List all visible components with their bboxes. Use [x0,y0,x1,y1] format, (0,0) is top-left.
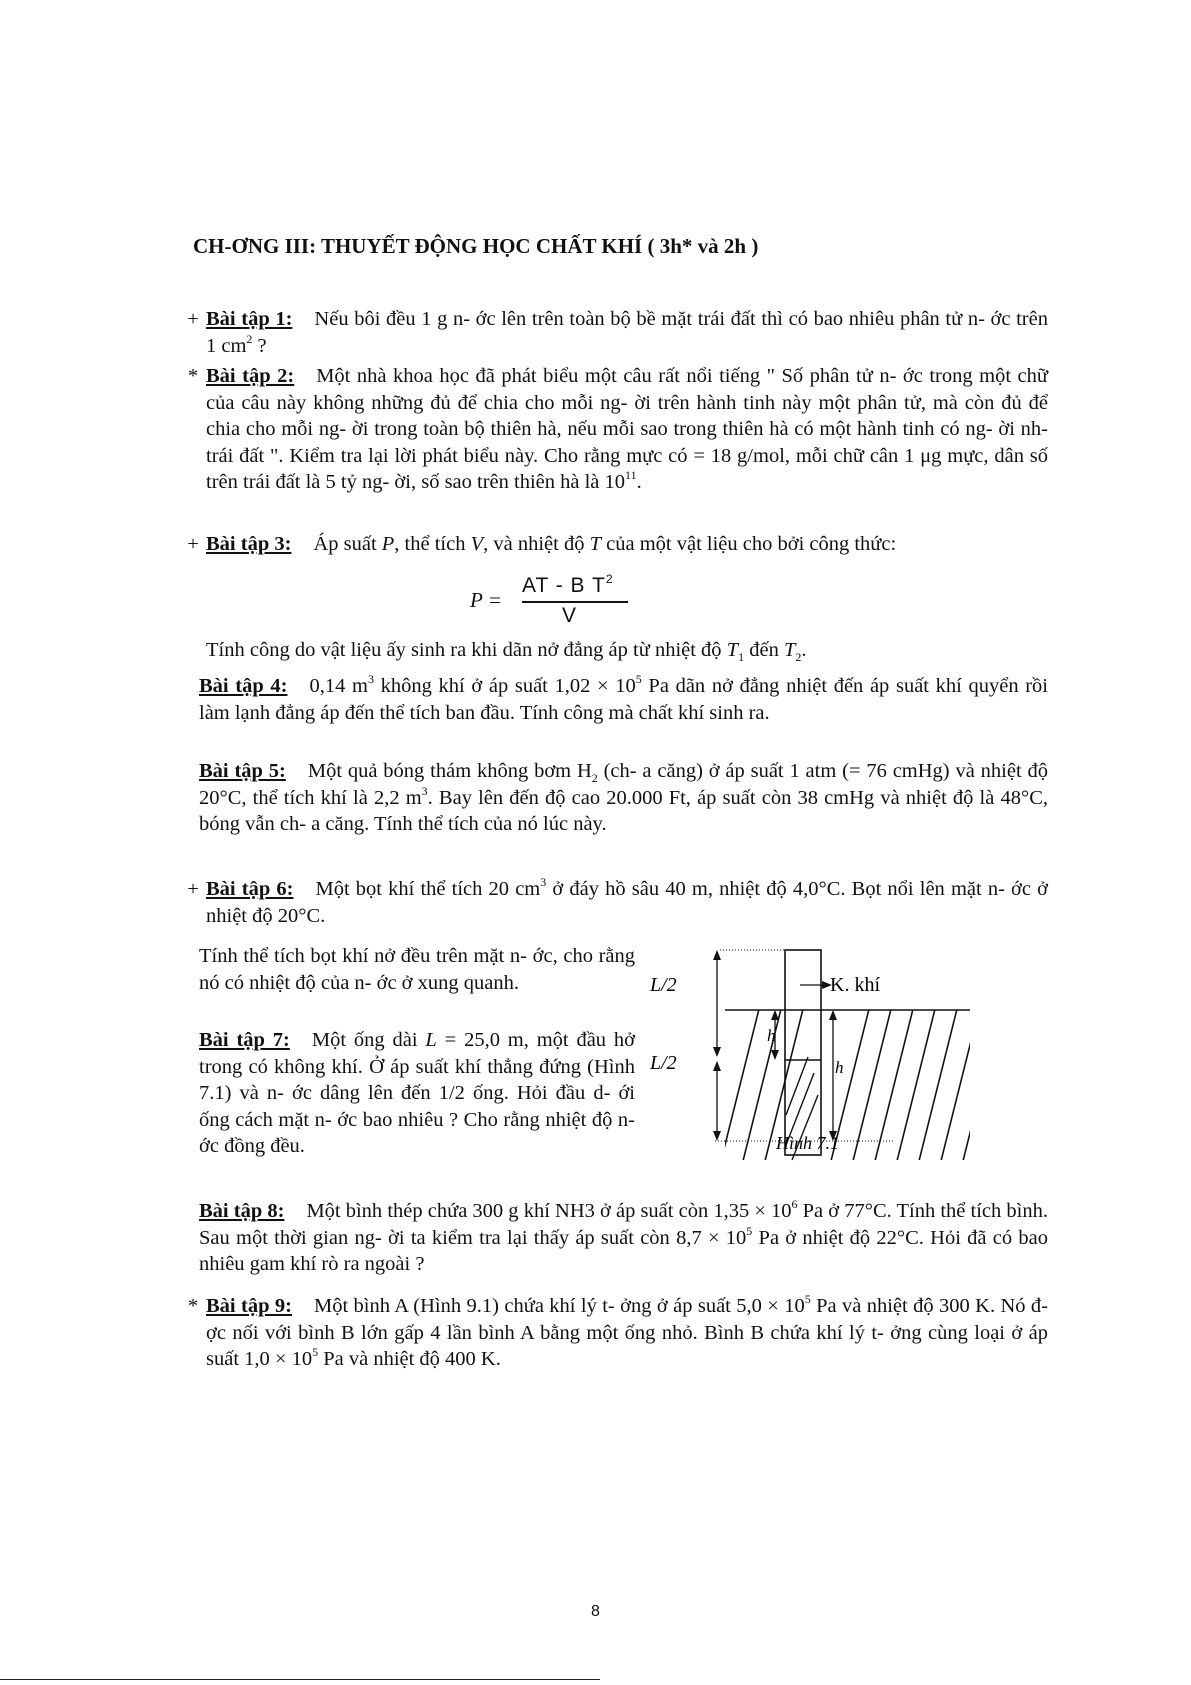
figure-label-gas: K. khí [830,974,880,996]
exercise-label: Bài tập 4: [199,675,288,697]
exercise-text: = 25,0 m, một đầu hở trong có không khí. Ở áp suất khí thẳng đứng (Hình 7.1) và n- ớc dâng lên đến 1/2 ống. Hỏi đầu d- ới ống cách mặt n- ớc bao nhiêu ? Cho rằng nhiệt độ n- ớc đồng đều. [199,1029,635,1157]
exercise-marker: + [187,533,199,555]
exercise-text: Một bình thép chứa 300 g khí NH3 ở áp suất còn 1,35 × 10 [306,1200,792,1222]
superscript: 5 [746,1223,753,1238]
exercise-text: ? [252,334,267,357]
subscript: 2 [795,650,802,665]
formula-lhs: P = [470,588,502,612]
exercise-label: Bài tập 6: [206,878,294,900]
superscript: 5 [312,1345,319,1360]
exercise-text: . [636,471,642,493]
exercise-text: Áp suất [313,533,382,555]
arrowhead [713,950,721,960]
exercise-marker: * [187,1295,199,1317]
superscript: 3 [421,783,428,798]
arrowhead [771,1050,779,1060]
exercise-1 [187,306,1048,359]
exercise-marker: * [187,365,199,387]
superscript: 5 [804,1292,811,1307]
arrowhead [713,1047,721,1057]
exercise-marker: + [187,878,199,900]
exercise-6 [187,875,1048,929]
exercise-label: Bài tập 2: [206,365,295,387]
exercise-text: ở đáy hồ sâu 40 m, nhiệt độ 4,0°C. Bọt nổi lên mặt n- ớc ở nhiệt độ 20°C. [206,878,1048,927]
subscript: 2 [591,771,598,786]
exercise-label: Bài tập 7: [199,1029,290,1051]
figure-label-l-top: L/2 [650,974,677,996]
exercise-5 [199,758,1048,838]
figure-label-h-small: h [767,1026,776,1045]
exercise-text: Tính thể tích bọt khí nở đều trên mặt n- ớc, cho rằng nó có nhiệt độ của n- ớc ở xung quanh. [199,945,635,994]
arrowhead [771,1010,779,1020]
exercise-text: đến [744,639,784,661]
exercise-3-followup [206,637,1048,664]
exercise-text: Một bọt khí thể tích 20 cm [315,878,541,900]
variable-t: T [589,533,601,555]
exercise-text: không khí ở áp suất 1,02 × 10 [373,675,636,697]
exercise-text: Pa ở 77°C. Tính thể tích bình. Sau một thời gian ng- ời ta kiểm tra lại thấy áp suất còn 8,7 × 10 [199,1200,1048,1249]
figure-7-1 [650,945,980,1170]
exercise-text: Một bình A (Hình 9.1) chứa khí lý t- ởng ở áp suất 5,0 × 10 [313,1295,805,1317]
variable-t2: T [783,639,796,661]
subscript: 1 [738,650,745,665]
exercise-label: Bài tập 1: [206,308,293,330]
figure-caption: Hình 7.1 [776,1133,839,1153]
exercise-text: Pa và nhiệt độ 400 K. [318,1348,501,1370]
exercise-7 [199,1027,635,1160]
tube [785,950,821,1155]
exercise-3 [187,531,1048,558]
superscript: 3 [540,875,547,890]
superscript: 6 [791,1197,798,1212]
exercise-4 [199,673,1048,726]
exercise-text: Pa và nhiệt độ 300 K. Nó đ- ợc nối với bình B lớn gấp 4 lần bình A bằng một ống nhỏ. Bình B chứa khí lý t- ởng cùng loại ở áp suất 1,0 × 10 [206,1295,1048,1370]
variable-l: L [425,1029,437,1051]
exercise-marker: + [187,308,199,330]
exercise-label: Bài tập 8: [199,1200,285,1222]
figure-label-l-bottom: L/2 [650,1052,677,1074]
footer-rule [0,1679,600,1680]
exercise-text: , và nhiệt độ [483,533,590,555]
exercise-text: Một quả bóng thám không bơm H [307,760,592,782]
exercise-text: Pa ở nhiệt độ 22°C. Hỏi đã có bao nhiêu gam khí rò ra ngoài ? [199,1226,1048,1275]
exercise-text: . [801,639,807,661]
formula-denominator: V [562,604,577,627]
exercise-label: Bài tập 3: [206,533,292,555]
variable-v: V [470,533,484,555]
superscript: 5 [635,672,642,687]
arrowhead [713,1061,721,1071]
page-number: 8 [591,1603,600,1620]
exercise-2 [187,363,1048,496]
chapter-title: CH-ƠNG III: THUYẾT ĐỘNG HỌC CHẤT KHÍ ( 3h* và 2h ) [193,234,759,258]
water-hatching [720,1005,1002,1165]
exercise-text: Một nhà khoa học đã phát biểu một câu rất nổi tiếng " Số phân tử n- ớc trong một chữ của câu này không những đủ để chia cho mỗi ng- ời trên hành tinh này một phân tử, mà còn đủ để chia cho mỗi ng- ời trong toàn bộ thiên hà, nếu mỗi sao trong thiên hà có một hành tinh có ng- ời nh- trái đất ". Kiểm tra lại lời phát biểu này. Cho rằng mực có = 18 g/mol, mỗi chữ cân 1 μg mực, dân số trên trái đất là 5 tỷ ng- ời, số sao trên thiên hà là 10 [206,365,1048,493]
exercise-text: Pa dãn nở đẳng nhiệt đến áp suất khí quyển rồi làm lạnh đẳng áp đến thể tích ban đầu. Tính công mà chất khí sinh ra. [199,675,1049,724]
exercise-text: , thể tích [394,533,471,555]
superscript: 3 [367,672,374,687]
formula-exponent: 2 [605,572,614,586]
arrowhead [713,1131,721,1141]
exercise-8 [199,1198,1048,1278]
variable-t1: T [726,639,739,661]
fraction-bar [522,601,628,603]
exercise-text: 0,14 m [309,675,368,697]
exercise-label: Bài tập 9: [206,1295,292,1317]
arrowhead [829,1010,837,1020]
exercise-text: Một ống dài [311,1029,426,1051]
formula [470,572,670,638]
exercise-label: Bài tập 5: [199,760,286,782]
exercise-text: . Bay lên đến độ cao 20.000 Ft, áp suất còn 38 cmHg và nhiệt độ là 48°C, bóng vẫn ch- a căng. Tính thể tích của nó lúc này. [199,786,1048,835]
superscript: 11 [625,468,637,483]
exercise-text: của một vật liệu cho bởi công thức: [601,533,897,555]
superscript: 2 [246,331,253,346]
exercise-6-followup [199,943,635,996]
formula-numerator: AT - B $T^2$ [522,572,614,597]
variable-p: P [381,533,395,555]
figure-label-h: h [835,1058,844,1077]
exercise-text: (ch- a căng) ở áp suất 1 atm (= 76 cmHg) và nhiệt độ 20°C, thể tích khí là 2,2 m [199,760,1048,809]
exercise-9 [187,1292,1048,1373]
exercise-text: Tính công do vật liệu ấy sinh ra khi dãn nở đẳng áp từ nhiệt độ [206,639,727,661]
exercise-text: Nếu bôi đều 1 g n- ớc lên trên toàn bộ bề mặt trái đất thì có bao nhiêu phân tử n- ớc trên 1 cm [206,308,1048,357]
